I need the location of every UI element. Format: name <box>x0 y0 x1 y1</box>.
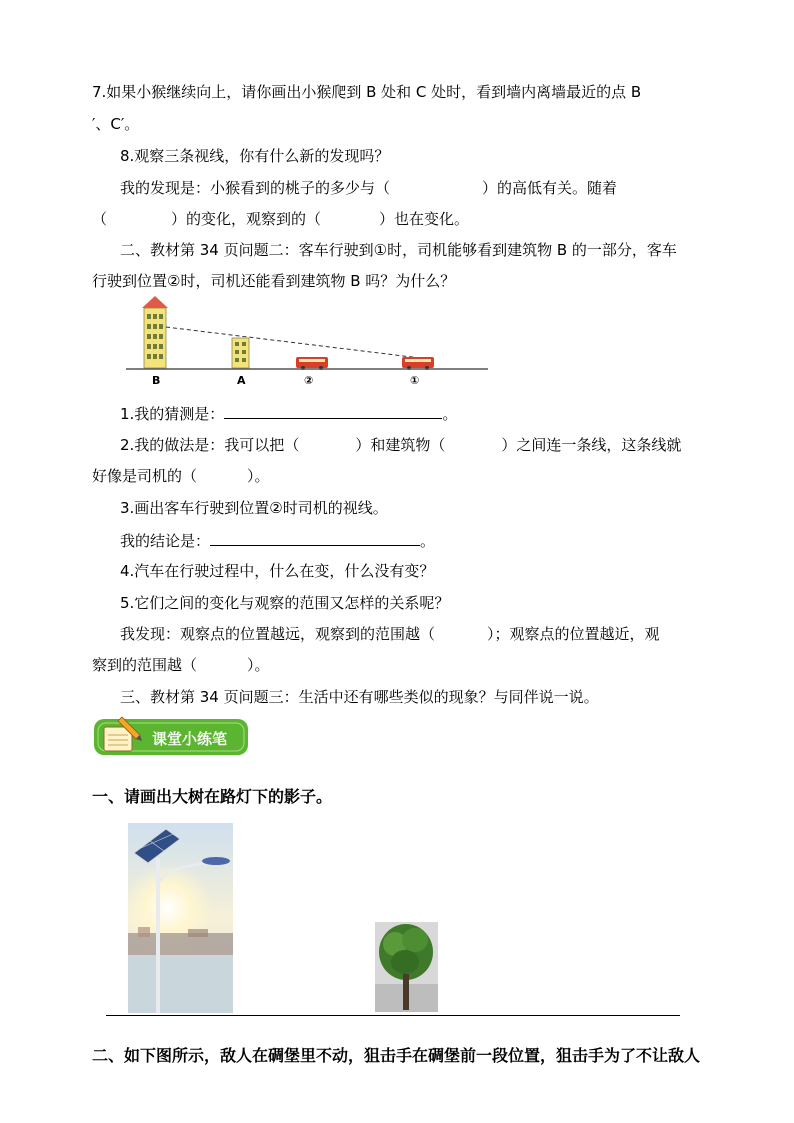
discover-line1: 我发现：观察点的位置越远，观察到的范围越（ ）；观察点的位置越近，观 <box>120 625 660 643</box>
building-a <box>232 338 249 368</box>
q4-text: 4.汽车在行驶过程中，什么在变，什么没有变？ <box>120 562 435 580</box>
sight-line <box>166 327 420 358</box>
bus-position-1 <box>402 357 434 370</box>
label-a: A <box>237 374 246 387</box>
part3-title: 三、教材第 34 页问题三：生活中还有哪些类似的现象？与同伴说一说。 <box>120 688 599 706</box>
exercise2-title: 二、如下图所示，敌人在碉堡里不动，狙击手在碉堡前一段位置，狙击手为了不让敌人 <box>92 1046 701 1065</box>
street-lamp-photo <box>128 823 233 1013</box>
q5-text: 5.它们之间的变化与观察的范围又怎样的关系呢？ <box>120 594 450 612</box>
finding-line1: 我的发现是：小猴看到的桃子的多少与（ ）的高低有关。随着 <box>120 179 618 197</box>
part2-title-line2: 行驶到位置②时，司机还能看到建筑物 B 吗？为什么？ <box>92 272 456 290</box>
practice-badge <box>92 713 250 759</box>
guess-blank[interactable] <box>224 403 442 419</box>
conclusion-line: 我的结论是： 。 <box>120 532 436 550</box>
q8-text: 8.观察三条视线，你有什么新的发现吗？ <box>120 147 390 165</box>
tree-photo <box>375 922 438 1012</box>
bus-building-figure <box>122 294 492 388</box>
part2-title-line1: 二、教材第 34 页问题二：客车行驶到①时，司机能够看到建筑物 B 的一部分，客车 <box>120 241 677 259</box>
label-b: B <box>152 374 161 387</box>
q2-method-line2: 好像是司机的（ ）。 <box>92 467 270 485</box>
q3-text: 3.画出客车行驶到位置②时司机的视线。 <box>120 499 388 517</box>
label-pos2: ② <box>304 374 314 387</box>
exercise1-title: 一、请画出大树在路灯下的影子。 <box>92 787 333 806</box>
q2-method-line1: 2.我的做法是：我可以把（ ）和建筑物（ ）之间连一条线，这条线就 <box>120 436 682 454</box>
bus-position-2 <box>296 357 328 370</box>
ground-line <box>106 1015 680 1016</box>
q1-guess: 1.我的猜测是： 。 <box>120 405 458 423</box>
building-b <box>142 296 168 368</box>
label-pos1: ① <box>410 374 420 387</box>
q7-line2: ′、C′。 <box>92 115 140 133</box>
conclusion-blank[interactable] <box>210 530 420 546</box>
badge-label: 课堂小练笔 <box>152 730 228 748</box>
finding-line2: （ ）的变化，观察到的（ ）也在变化。 <box>92 210 470 228</box>
q7-line1: 7.如果小猴继续向上，请你画出小猴爬到 B 处和 C 处时，看到墙内离墙最近的点 B <box>92 83 642 101</box>
discover-line2: 察到的范围越（ ）。 <box>92 656 270 674</box>
